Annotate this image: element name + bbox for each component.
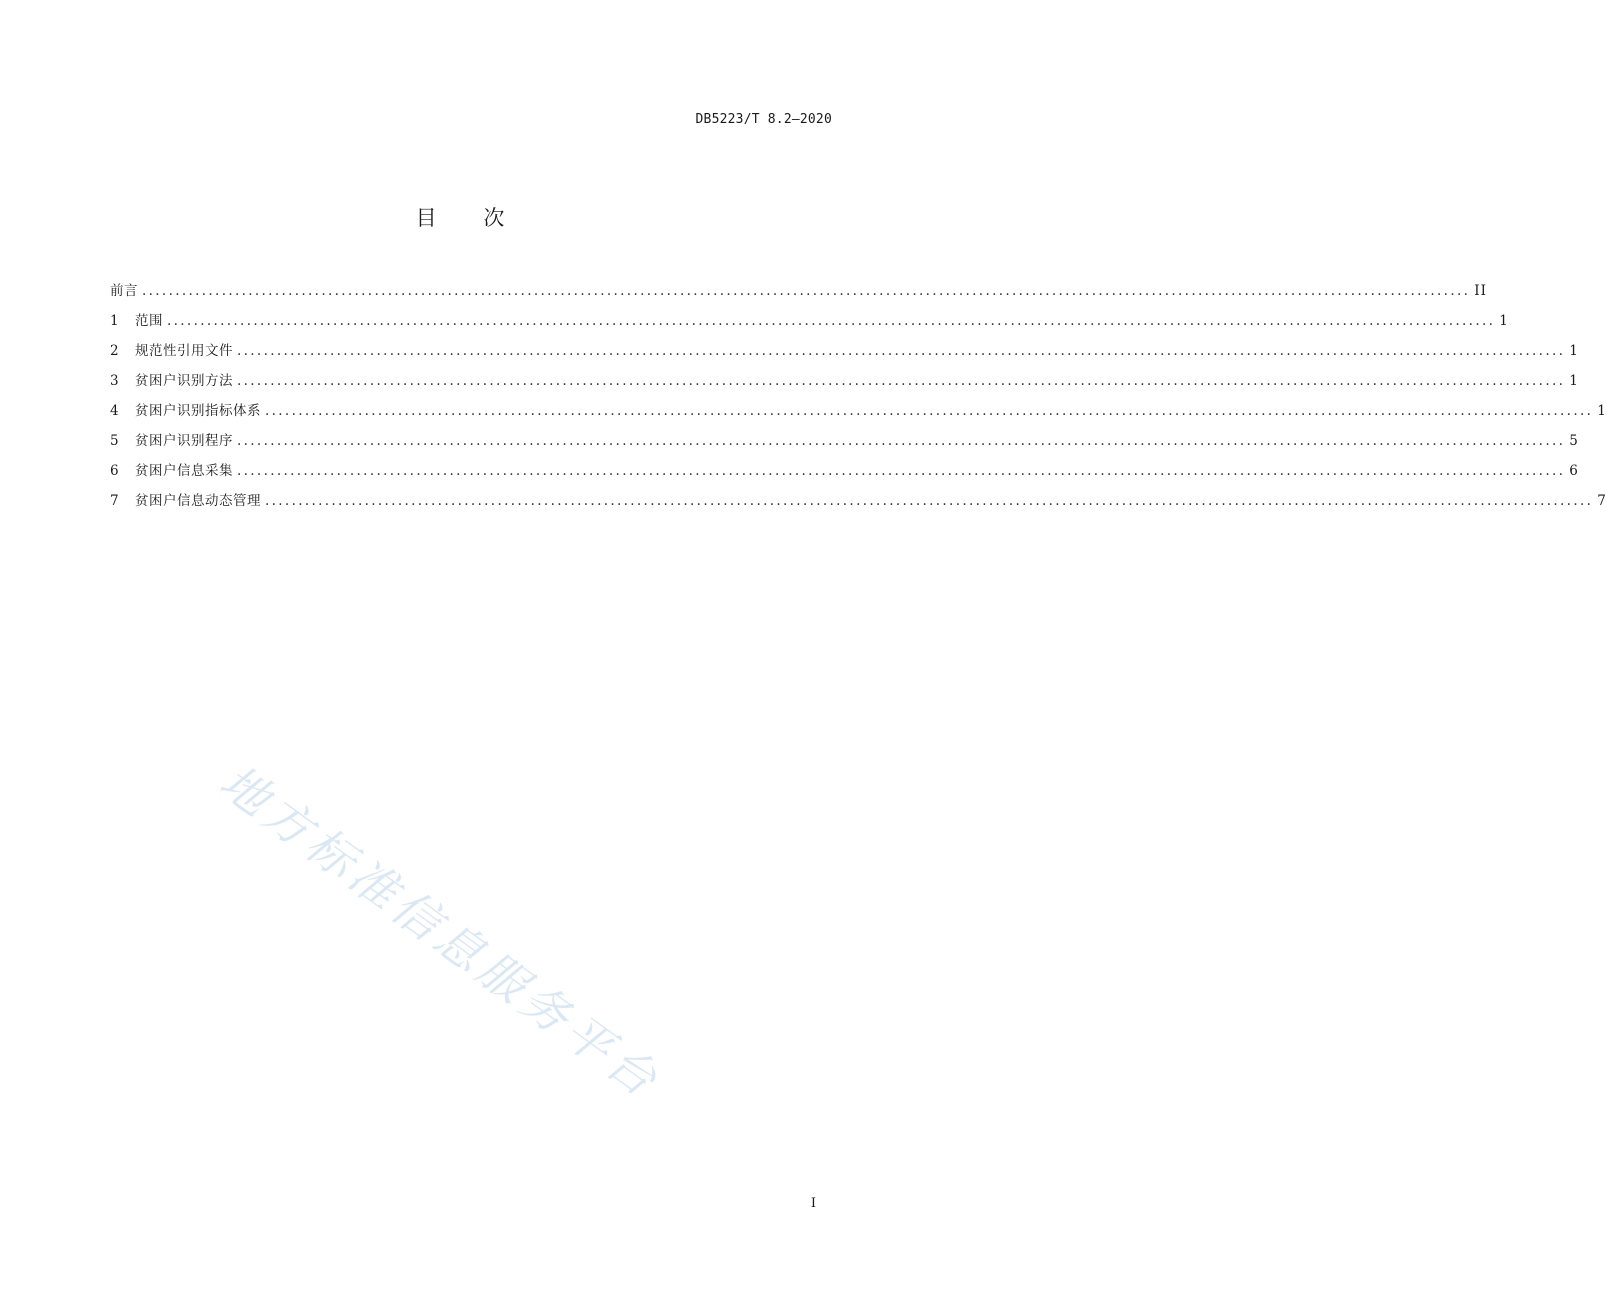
toc-entry-2[interactable]: [110, 339, 1579, 369]
watermark: 地方标准信息服务平台: [209, 754, 671, 1111]
toc-entry-page: 1: [1569, 343, 1579, 359]
toc-entry-page: 6: [1569, 463, 1579, 479]
toc-entry-label: 贫困户信息采集: [135, 463, 233, 479]
toc-entry-3[interactable]: [110, 369, 1579, 399]
toc-entry-7[interactable]: [110, 489, 1607, 519]
toc-entry-page: 7: [1597, 493, 1607, 509]
toc-entry-number: 7: [110, 493, 119, 509]
toc-leader-dots: ........................................................................................................................................................................................................: [265, 493, 1594, 509]
toc-entry-6[interactable]: [110, 459, 1579, 489]
toc-entry-1[interactable]: [110, 309, 1509, 339]
toc-entry-label: 前言: [110, 283, 138, 299]
toc-entry-label: 贫困户识别程序: [135, 433, 233, 449]
toc-leader-dots: ........................................................................................................................................................................................................: [237, 463, 1566, 479]
toc-leader-dots: ........................................................................................................................................................................................................: [237, 343, 1566, 359]
toc-entry-page: II: [1474, 283, 1487, 299]
toc-entry-label: 规范性引用文件: [135, 343, 233, 359]
toc-entry-label: 贫困户识别指标体系: [135, 403, 261, 419]
toc-title: 目 次: [415, 206, 525, 230]
toc-leader-dots: ........................................................................................................................................................................................................: [265, 403, 1594, 419]
toc-entry-foreword[interactable]: [110, 279, 1487, 309]
toc-entry-number: 3: [110, 373, 119, 389]
toc-entry-label: 贫困户识别方法: [135, 373, 233, 389]
page-number: I: [810, 1196, 816, 1211]
toc-entry-label: 贫困户信息动态管理: [135, 493, 261, 509]
table-of-contents: [110, 279, 1607, 519]
toc-leader-dots: ........................................................................................................................................................................................................: [237, 373, 1566, 389]
toc-entry-number: 2: [110, 343, 119, 359]
toc-entry-page: 1: [1569, 373, 1579, 389]
toc-entry-label: 范围: [135, 313, 163, 329]
document-code: DB5223/T 8.2—2020: [695, 112, 832, 127]
toc-entry-number: 6: [110, 463, 119, 479]
toc-entry-page: 5: [1569, 433, 1579, 449]
toc-entry-page: 1: [1597, 403, 1607, 419]
toc-leader-dots: ........................................................................................................................................................................................................: [237, 433, 1566, 449]
toc-entry-number: 5: [110, 433, 119, 449]
toc-entry-4[interactable]: [110, 399, 1607, 429]
toc-leader-dots: ........................................................................................................................................................................................................: [167, 313, 1496, 329]
toc-entry-number: 4: [110, 403, 119, 419]
toc-entry-page: 1: [1499, 313, 1509, 329]
toc-entry-number: 1: [110, 313, 119, 329]
toc-leader-dots: ........................................................................................................................................................................................................: [142, 283, 1471, 299]
toc-entry-5[interactable]: [110, 429, 1579, 459]
